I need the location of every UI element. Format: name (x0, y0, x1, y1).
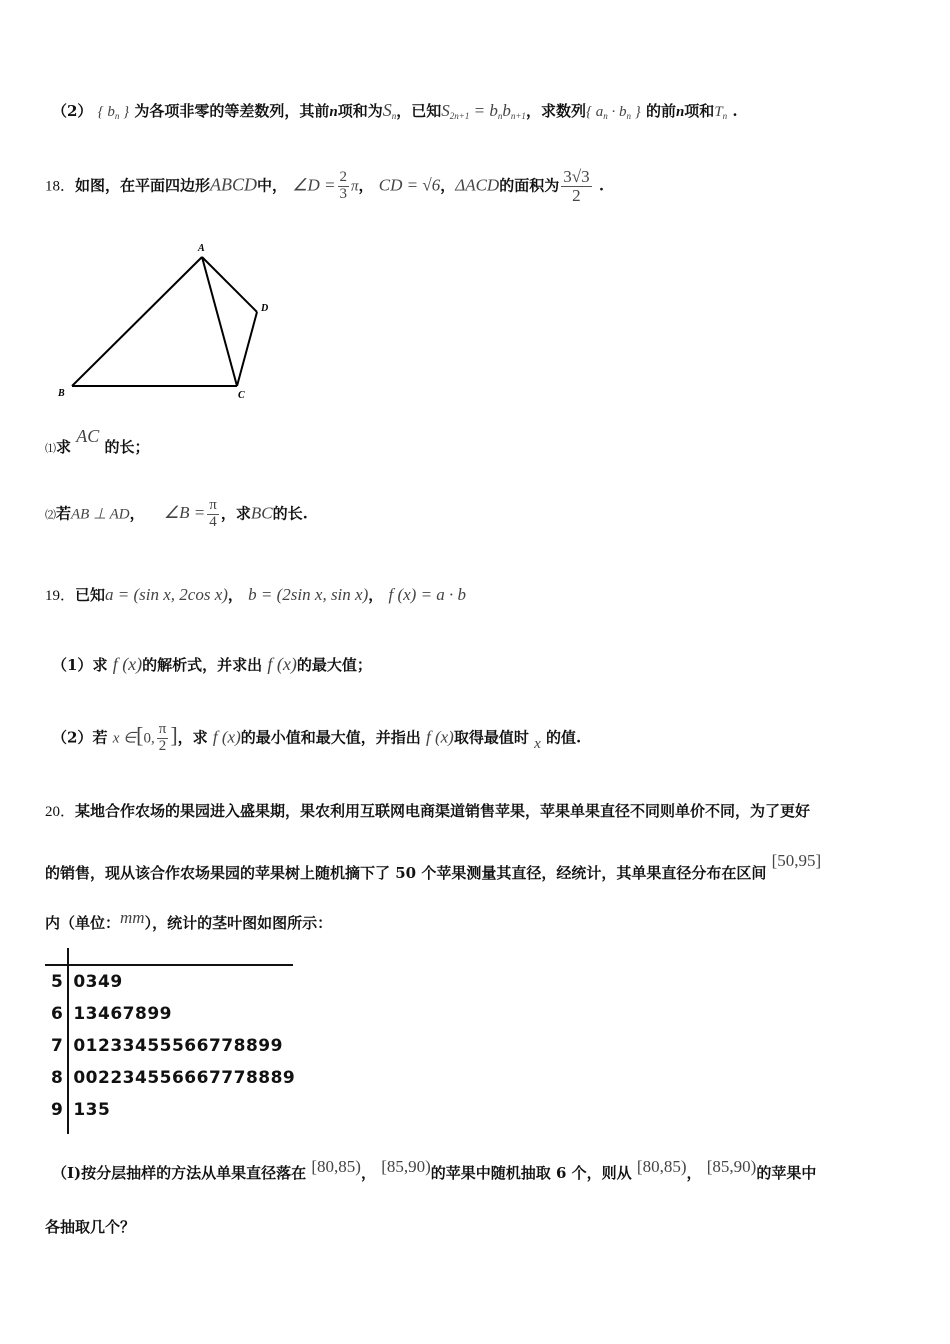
stem-leaf-row: 8 002234556667778889 (51, 1068, 296, 1088)
seq-ab: { $a_n \cdot b_n$ } (585, 104, 641, 121)
q19-part2: （2）若 x ∈[0, $\frac{\pi}{2}$ ]，求 f (x)的最小值和最大值，并指出 f (x)取得最值时 x 的值. (52, 721, 582, 754)
q18-part2: ⑵若AB ⊥ AD， ∠B = $\frac{\pi}{4}$ ，求BC的长. (45, 497, 308, 530)
q17-part2-line: （2） { $b_n$ } 为各项非零的等差数列，其前n项和为$S_n$，已知$S_{2n+1} = b_nb_{n+1}$，求数列{ $a_n \cdot b_n$ } 的前n项和$T_n$ . (52, 100, 738, 121)
edge-ac (202, 257, 237, 386)
q20-line3: 内（单位：mm），统计的茎叶图如图所示： (45, 908, 333, 932)
q18-part1: ⑴求 AC 的长； (45, 426, 150, 456)
q20-part1-line1: （Ⅰ)按分层抽样的方法从单果直径落在 [80,85)， [85,90)的苹果中随机抽取 6 个，则从 [80,85)， [85,90)的苹果中 (52, 1157, 817, 1182)
label-c: C (238, 390, 245, 401)
frac-pi-4: $\frac{\pi}{4}$ (209, 497, 217, 530)
stem-leaf-row: 6 13467899 (51, 1004, 172, 1024)
edge-dc (237, 312, 257, 386)
stem-leaf-row: 7 01233455566778899 (51, 1036, 283, 1056)
q20-part1-line2: 各抽取几个？ (45, 1218, 136, 1236)
label-b: B (58, 388, 65, 399)
stem-leaf-row: 5 0349 (51, 972, 123, 992)
q18-line: 18．如图，在平面四边形ABCD中， ∠D = $\frac{2}{3}$ π， CD = √6，ΔACD的面积为 $\frac{3√3}{2}$ . (45, 167, 605, 205)
sum-t: $T_n$ (714, 104, 728, 121)
sum-s: $S_n$ (382, 100, 397, 121)
edge-ab (72, 257, 202, 386)
label-a: A (198, 243, 205, 254)
q19-part1: （1）求 f (x)的解析式，并求出 f (x)的最大值； (52, 654, 372, 674)
seq-b: { $b_n$ } (97, 104, 130, 121)
q19-line: 19．已知a = (sin x, 2cos x)， b = (2sin x, sin x)， f (x) = a · b (45, 585, 467, 604)
q20-line1: 20．某地合作农场的果园进入盛果期，果农利用互联网电商渠道销售苹果，苹果单果直径不同则单价不同，为了更好 (45, 802, 811, 820)
stem-leaf-plot (45, 948, 295, 1134)
stem-leaf-header-line (45, 964, 293, 966)
given-eq: $S_{2n+1} = b_nb_{n+1}$ (441, 101, 526, 121)
stem-leaf-row: 9 135 (51, 1100, 111, 1120)
label-d: D (261, 303, 269, 314)
quadrilateral-figure (50, 238, 280, 408)
q20-line2: 的销售，现从该合作农场果园的苹果树上随机摘下了 50 个苹果测量其直径，经统计，其单果直径分布在区间 [50,95] (45, 851, 822, 882)
frac-2-3: $\frac{2}{3}$ (339, 169, 348, 202)
frac-pi-2: $\frac{\pi}{2}$ (158, 721, 167, 754)
frac-area: $\frac{3√3}{2}$ (563, 167, 590, 205)
